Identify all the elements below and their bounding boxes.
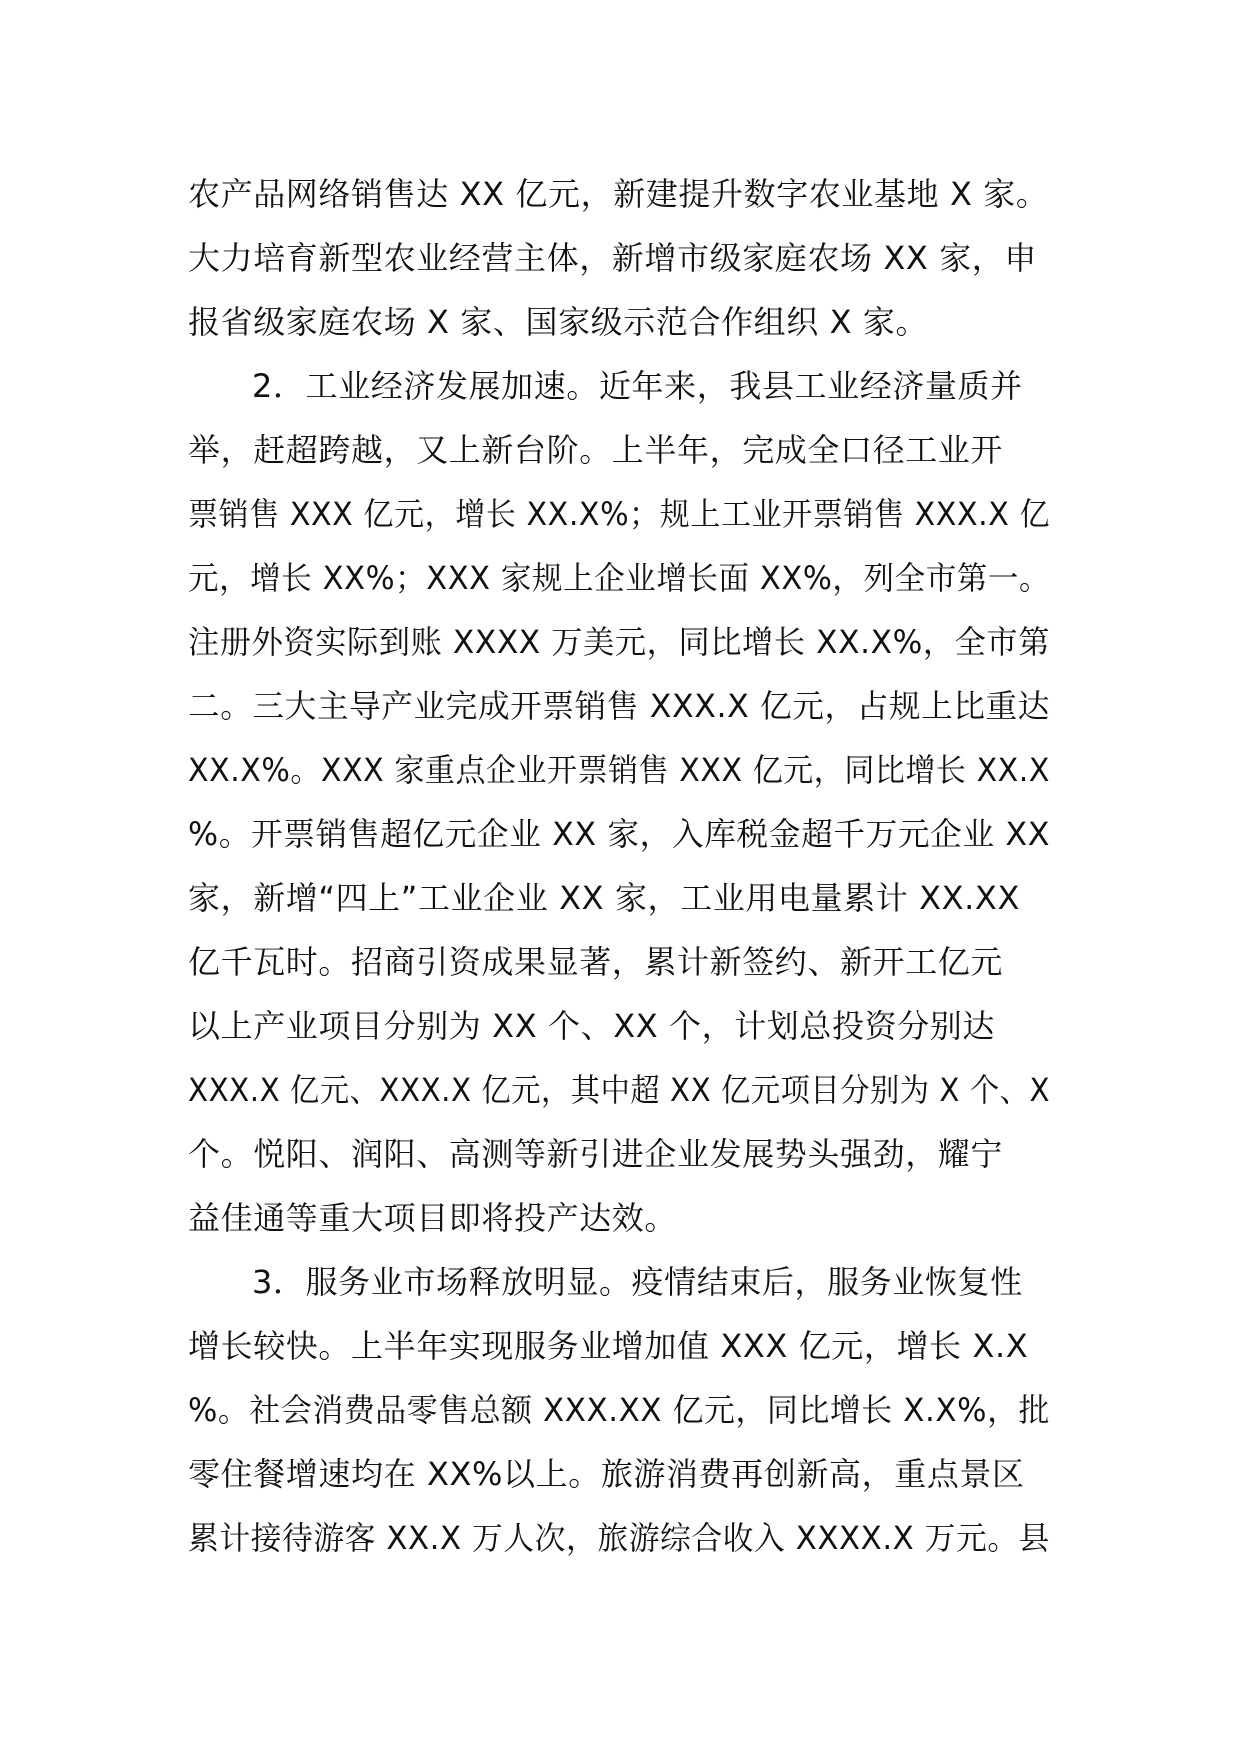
- text-line: 以上产业项目分别为 XX 个、XX 个，计划总投资分别达: [188, 1007, 996, 1045]
- text-line: 二。三大主导产业完成开票销售 XXX.X 亿元，占规上比重达: [188, 687, 1051, 725]
- text-line: 注册外资实际到账 XXXX 万美元，同比增长 XX.X%，全市第: [188, 623, 1051, 661]
- section-heading-line: 3．服务业市场释放明显。疫情结束后，服务业恢复性: [252, 1263, 1023, 1301]
- text-line: 零住餐增速均在 XX%以上。旅游消费再创新高，重点景区: [188, 1455, 1025, 1493]
- text-line: %。社会消费品零售总额 XXX.XX 亿元，同比增长 X.X%，批: [188, 1391, 1051, 1429]
- text-line: 大力培育新型农业经营主体，新增市级家庭农场 XX 家，申: [188, 239, 1037, 277]
- text-line: 个。悦阳、润阳、高测等新引进企业发展势头强劲，耀宁: [188, 1135, 1004, 1173]
- text-line: 举，赶超跨越，又上新台阶。上半年，完成全口径工业开: [188, 431, 1004, 469]
- text-line: 增长较快。上半年实现服务业增加值 XXX 亿元，增长 X.X: [188, 1327, 1029, 1365]
- text-line: 累计接待游客 XX.X 万人次，旅游综合收入 XXXX.X 万元。县: [188, 1519, 1051, 1557]
- section-heading-line: 2．工业经济发展加速。近年来，我县工业经济量质并: [252, 367, 1023, 405]
- text-line: 农产品网络销售达 XX 亿元，新建提升数字农业基地 X 家。: [188, 175, 1049, 213]
- text-line: XX.X%。XXX 家重点企业开票销售 XXX 亿元，同比增长 XX.X: [188, 751, 1050, 789]
- text-line: 亿千瓦时。招商引资成果显著，累计新签约、新开工亿元: [188, 943, 1004, 981]
- text-line: 元，增长 XX%；XXX 家规上企业增长面 XX%，列全市第一。: [188, 559, 1051, 597]
- text-line: 票销售 XXX 亿元，增长 XX.X%；规上工业开票销售 XXX.X 亿: [188, 495, 1051, 533]
- text-line: 益佳通等重大项目即将投产达效。: [188, 1199, 678, 1237]
- text-line: 报省级家庭农场 X 家、国家级示范合作组织 X 家。: [188, 303, 929, 341]
- text-line: 家，新增“四上”工业企业 XX 家，工业用电量累计 XX.XX: [188, 879, 1020, 917]
- text-line: XXX.X 亿元、XXX.X 亿元，其中超 XX 亿元项目分别为 X 个、X: [188, 1071, 1051, 1109]
- document-body: [188, 162, 1050, 1570]
- text-line: %。开票销售超亿元企业 XX 家，入库税金超千万元企业 XX: [188, 815, 1051, 853]
